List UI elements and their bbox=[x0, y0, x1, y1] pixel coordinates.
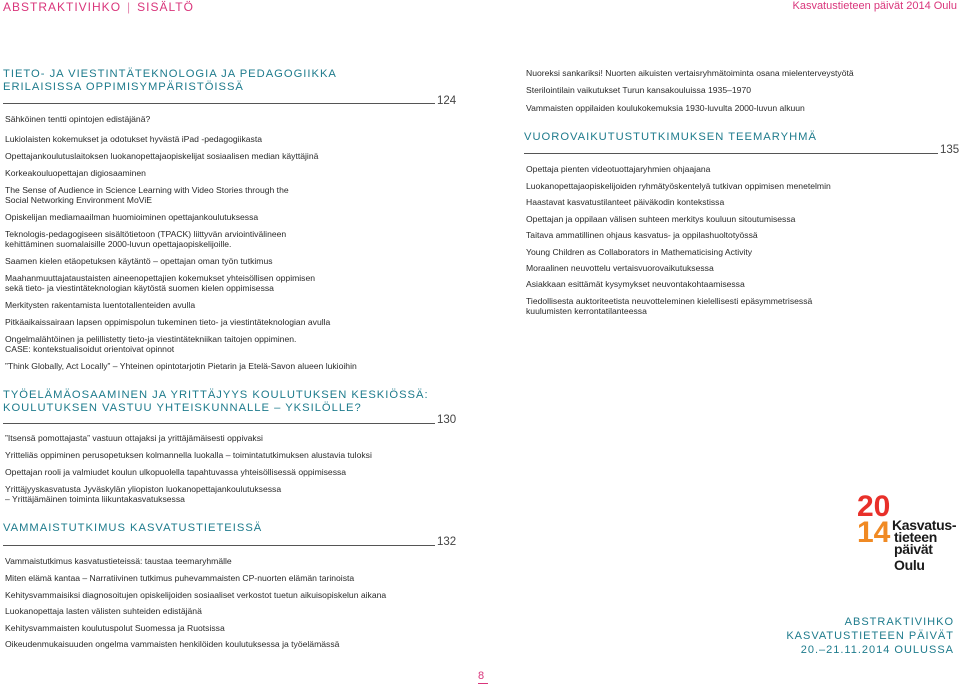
toc-item[interactable]: Saamen kielen etäopetuksen käytäntö – opettajan oman työn tutkimus bbox=[5, 256, 273, 266]
toc-item[interactable]: The Sense of Audience in Science Learning with Video Stories through the bbox=[5, 185, 289, 195]
section-title-line: VAMMAISTUTKIMUS KASVATUSTIETEISSÄ bbox=[3, 522, 263, 534]
footer-page-number: 8 bbox=[478, 670, 485, 682]
section-rule bbox=[3, 423, 435, 424]
toc-item[interactable]: Moraalinen neuvottelu vertaisvuorovaikutuksessa bbox=[526, 263, 714, 273]
toc-item[interactable]: Haastavat kasvatustilanteet päiväkodin kontekstissa bbox=[526, 197, 725, 207]
section-title-line: ERILAISISSA OPPIMISYMPÄRISTÖISSÄ bbox=[3, 80, 244, 93]
toc-item[interactable]: ”Itsensä pomottajasta” vastuun ottajaksi ja yrittäjämäisesti oppivaksi bbox=[5, 433, 263, 443]
section-title-line: VUOROVAIKUTUSTUTKIMUKSEN TEEMARYHMÄ bbox=[524, 131, 817, 143]
section-title-line: TIETO- JA VIESTINTÄTEKNOLOGIA JA PEDAGOGIIKKA bbox=[3, 68, 337, 80]
toc-item[interactable]: Taitava ammatillinen ohjaus kasvatus- ja oppilashuoltotyössä bbox=[526, 230, 758, 240]
toc-item[interactable]: Miten elämä kantaa – Narratiivinen tutkimus puhevammaisten CP-nuorten elämän tarinoista bbox=[5, 573, 355, 583]
toc-item[interactable]: Oikeudenmukaisuuden ongelma vammaisten henkilöiden koulutuksessa ja työelämässä bbox=[5, 639, 340, 649]
toc-item[interactable]: Nuoreksi sankariksi! Nuorten aikuisten vertaisryhmätoiminta osana mielenterveystyötä bbox=[526, 68, 854, 78]
toc-item[interactable]: Ongelmalähtöinen ja pelillistetty tieto-ja viestintätekniikan taitojen oppiminen. bbox=[5, 334, 297, 344]
toc-item[interactable]: Sähköinen tentti opintojen edistäjänä? bbox=[5, 114, 151, 124]
toc-item[interactable]: Vammaistutkimus kasvatustieteissä: taustaa teemaryhmälle bbox=[5, 556, 232, 566]
toc-item[interactable]: Luokanopettaja lasten välisten suhteiden edistäjänä bbox=[5, 606, 202, 616]
logo-line3: päivät bbox=[894, 541, 933, 557]
section-title bbox=[524, 131, 817, 144]
header-event-label: Kasvatustieteen päivät 2014 Oulu bbox=[792, 0, 957, 12]
section-title-line: KOULUTUKSEN VASTUU YHTEISKUNNALLE – YKSILÖLLE? bbox=[3, 401, 362, 414]
toc-item[interactable]: Kehitysvammaisiksi diagnosoitujen opiskelijoiden sosiaaliset verkostot tuetun aikuisopiskelun aikana bbox=[5, 590, 387, 600]
toc-item[interactable]: Opiskelijan mediamaailman huomioiminen opettajankoulutuksessa bbox=[5, 212, 259, 222]
toc-item[interactable]: kehittäminen suomalaisille 2000-luvun opettajaopiskelijoille. bbox=[5, 239, 232, 249]
toc-item[interactable]: Opettajan rooli ja valmiudet koulun ulkopuolella tapahtuvassa yhteisöllisessä oppimisessa bbox=[5, 467, 347, 477]
toc-item[interactable]: Teknologis-pedagogiseen sisältötietoon (TPACK) liittyvän arviointivälineen bbox=[5, 229, 287, 239]
header-section-label: SISÄLTÖ bbox=[137, 0, 194, 14]
section-rule bbox=[524, 153, 938, 154]
section-title-line: TYÖELÄMÄOSAAMINEN JA YRITTÄJYYS KOULUTUKSEN KESKIÖSSÄ: bbox=[3, 389, 429, 401]
toc-item[interactable]: Social Networking Environment MoViE bbox=[5, 195, 152, 205]
footer-rule bbox=[478, 683, 488, 684]
toc-item[interactable]: Young Children as Collaborators in Mathematicising Activity bbox=[526, 247, 753, 257]
toc-item[interactable]: Asiakkaan esittämät kysymykset neuvontakohtaamisessa bbox=[526, 279, 745, 289]
section-page-number: 135 bbox=[940, 144, 960, 156]
toc-item[interactable]: Tiedollisesta auktoriteetista neuvotteleminen kielellisesti epäsymmetrisessä bbox=[526, 296, 813, 306]
section-title bbox=[3, 389, 429, 414]
bottom-right-title: ABSTRAKTIVIHKO bbox=[844, 616, 954, 628]
bottom-right-subtitle: KASVATUSTIETEEN PÄIVÄT bbox=[786, 630, 954, 642]
header-breadcrumb bbox=[3, 0, 194, 14]
toc-item[interactable]: Korkeakouluopettajan digiosaaminen bbox=[5, 168, 146, 178]
toc-item[interactable]: Kehitysvammaisten koulutuspolut Suomessa ja Ruotsissa bbox=[5, 623, 225, 633]
toc-item[interactable]: sekä tieto- ja viestintäteknologian käytöstä suomen kielen oppimisessa bbox=[5, 283, 274, 293]
toc-item[interactable]: Pitkäaikaissairaan lapsen oppimispolun tukeminen tieto- ja viestintäteknologian avulla bbox=[5, 317, 331, 327]
section-title bbox=[3, 68, 337, 93]
toc-item[interactable]: Merkitysten rakentamista luentotallenteiden avulla bbox=[5, 300, 196, 310]
logo-year-top: 20 bbox=[857, 490, 891, 523]
toc-item[interactable]: Lukiolaisten kokemukset ja odotukset hyvästä iPad -pedagogiikasta bbox=[5, 134, 263, 144]
bottom-right-dates: 20.–21.11.2014 OULUSSA bbox=[800, 644, 954, 656]
toc-item[interactable]: Sterilointilain vaikutukset Turun kansakouluissa 1935–1970 bbox=[526, 85, 752, 95]
section-page-number: 130 bbox=[437, 414, 457, 426]
toc-item[interactable]: CASE: kontekstualisoidut orientoivat opinnot bbox=[5, 344, 175, 354]
toc-item[interactable]: Luokanopettajaopiskelijoiden ryhmätyöskentelyä tutkivan oppimisen menetelmin bbox=[526, 181, 831, 191]
logo-year-bottom: 14 bbox=[857, 516, 891, 549]
toc-item[interactable]: Maahanmuuttajataustaisten aineenopettajien kokemukset yhteisöllisen oppimisen bbox=[5, 273, 316, 283]
section-rule bbox=[3, 103, 435, 104]
header-left-label: ABSTRAKTIVIHKO bbox=[3, 0, 122, 14]
toc-item[interactable]: – Yrittäjämäinen toiminta liikuntakasvatuksessa bbox=[5, 494, 185, 504]
toc-item[interactable]: Vammaisten oppilaiden koulukokemuksia 1930-luvulta 2000-luvun alkuun bbox=[526, 103, 805, 113]
section-page-number: 124 bbox=[437, 95, 457, 107]
logo-line2: tieteen bbox=[894, 529, 938, 545]
toc-item[interactable]: kuulumisten kerrontatilanteessa bbox=[526, 306, 647, 316]
header-separator: | bbox=[127, 0, 132, 14]
logo-city: Oulu bbox=[894, 557, 925, 573]
section-page-number: 132 bbox=[437, 536, 457, 548]
toc-item[interactable]: Opettajankoulutuslaitoksen luokanopettajaopiskelijat sosiaalisen median käyttäjinä bbox=[5, 151, 319, 161]
toc-item[interactable]: Yritteliäs oppiminen perusopetuksen kolmannella luokalla – toimintatutkimuksen alustavia tuloksi bbox=[5, 450, 372, 460]
toc-item[interactable]: ”Think Globally, Act Locally” – Yhteinen opintotarjotin Pietarin ja Etelä-Savon alueen lukioihin bbox=[5, 361, 357, 371]
logo-line1: Kasvatus- bbox=[892, 517, 957, 533]
section-rule bbox=[3, 545, 435, 546]
toc-item[interactable]: Opettajan ja oppilaan välisen suhteen merkitys kouluun sitoutumisessa bbox=[526, 214, 796, 224]
section-title bbox=[3, 522, 262, 535]
toc-item[interactable]: Opettaja pienten videotuottajaryhmien ohjaajana bbox=[526, 164, 711, 174]
toc-item[interactable]: Yrittäjyyskasvatusta Jyväskylän yliopiston luokanopettajankoulutuksessa bbox=[5, 484, 282, 494]
